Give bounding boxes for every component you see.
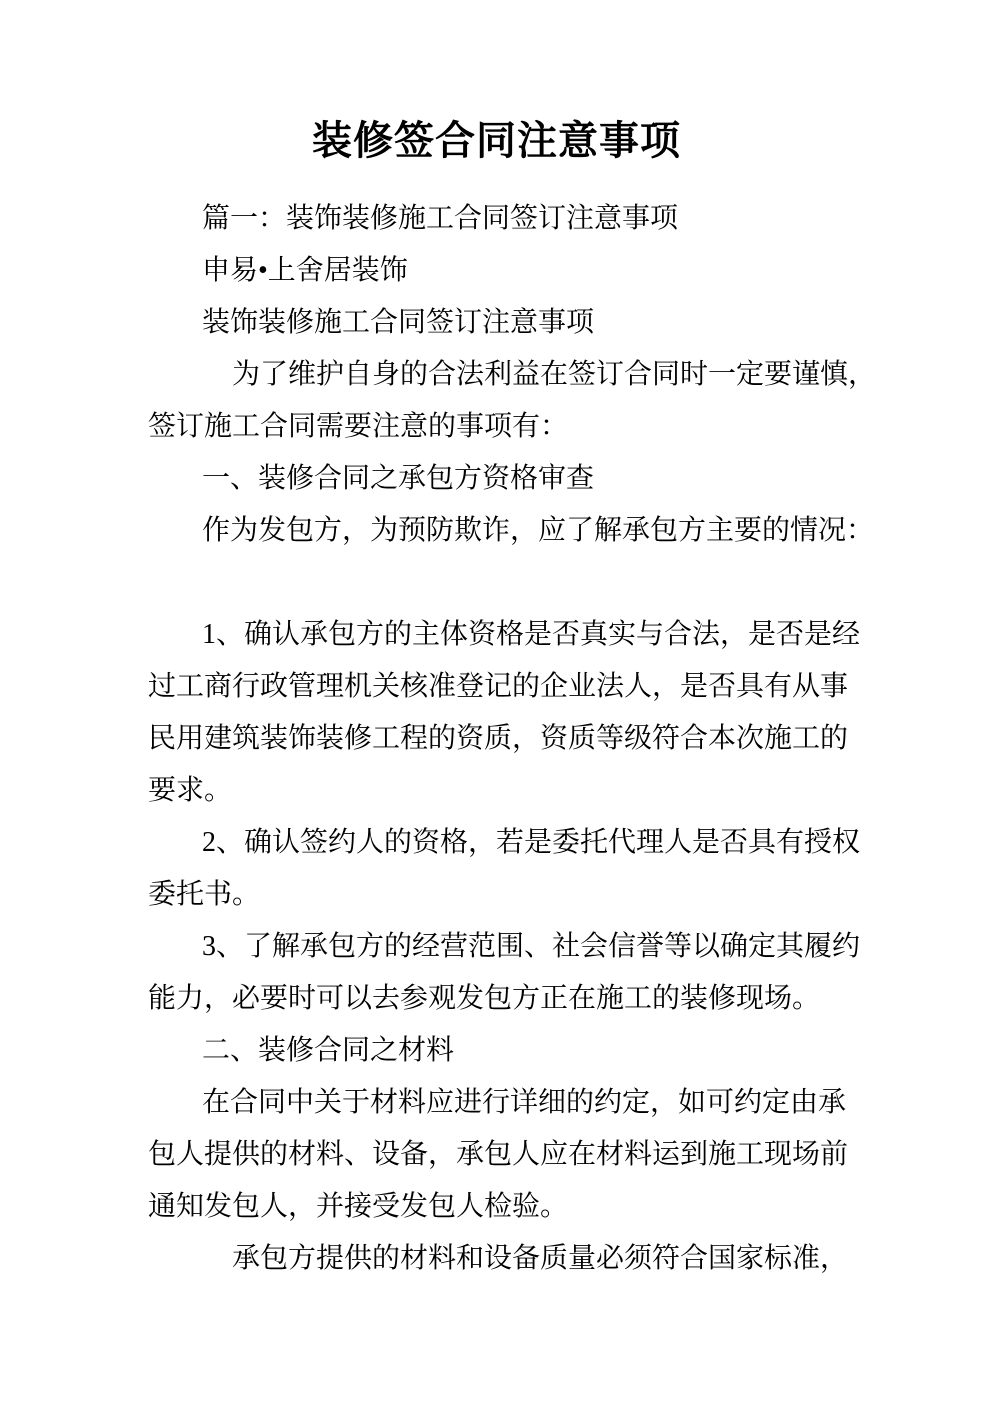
text-line: 申易•上舍居装饰 bbox=[202, 255, 408, 286]
text-line: 1、确认承包方的主体资格是否真实与合法，是否是经 bbox=[202, 619, 861, 650]
text-line: 作为发包方，为预防欺诈，应了解承包方主要的情况： bbox=[202, 515, 875, 546]
text-line: 2、确认签约人的资格，若是委托代理人是否具有授权 bbox=[202, 827, 861, 858]
text-line: 要求。 bbox=[148, 775, 233, 806]
text-line: 包人提供的材料、设备，承包人应在材料运到施工现场前 bbox=[148, 1139, 849, 1170]
document-title: 装修签合同注意事项 bbox=[312, 118, 681, 163]
text-line: 委托书。 bbox=[148, 879, 261, 910]
blank-line bbox=[148, 557, 845, 609]
text-line: 民用建筑装饰装修工程的资质，资质等级符合本次施工的 bbox=[148, 723, 849, 754]
text-line: 签订施工合同需要注意的事项有： bbox=[148, 411, 569, 442]
text-line: 一、装修合同之承包方资格审查 bbox=[202, 463, 595, 494]
text-line: 承包方提供的材料和设备质量必须符合国家标准， bbox=[232, 1243, 849, 1274]
text-line: 为了维护自身的合法利益在签订合同时一定要谨慎， bbox=[232, 359, 877, 390]
text-line: 3、了解承包方的经营范围、社会信誉等以确定其履约 bbox=[202, 931, 861, 962]
document-body bbox=[0, 193, 993, 1285]
text-line: 装饰装修施工合同签订注意事项 bbox=[202, 307, 595, 338]
text-line: 在合同中关于材料应进行详细的约定，如可约定由承 bbox=[202, 1087, 847, 1118]
text-line: 篇一：装饰装修施工合同签订注意事项 bbox=[202, 203, 679, 234]
text-line: 二、装修合同之材料 bbox=[202, 1035, 455, 1066]
text-line: 通知发包人，并接受发包人检验。 bbox=[148, 1191, 569, 1222]
text-line: 过工商行政管理机关核准登记的企业法人，是否具有从事 bbox=[148, 671, 849, 702]
text-line: 能力，必要时可以去参观发包方正在施工的装修现场。 bbox=[148, 983, 821, 1014]
